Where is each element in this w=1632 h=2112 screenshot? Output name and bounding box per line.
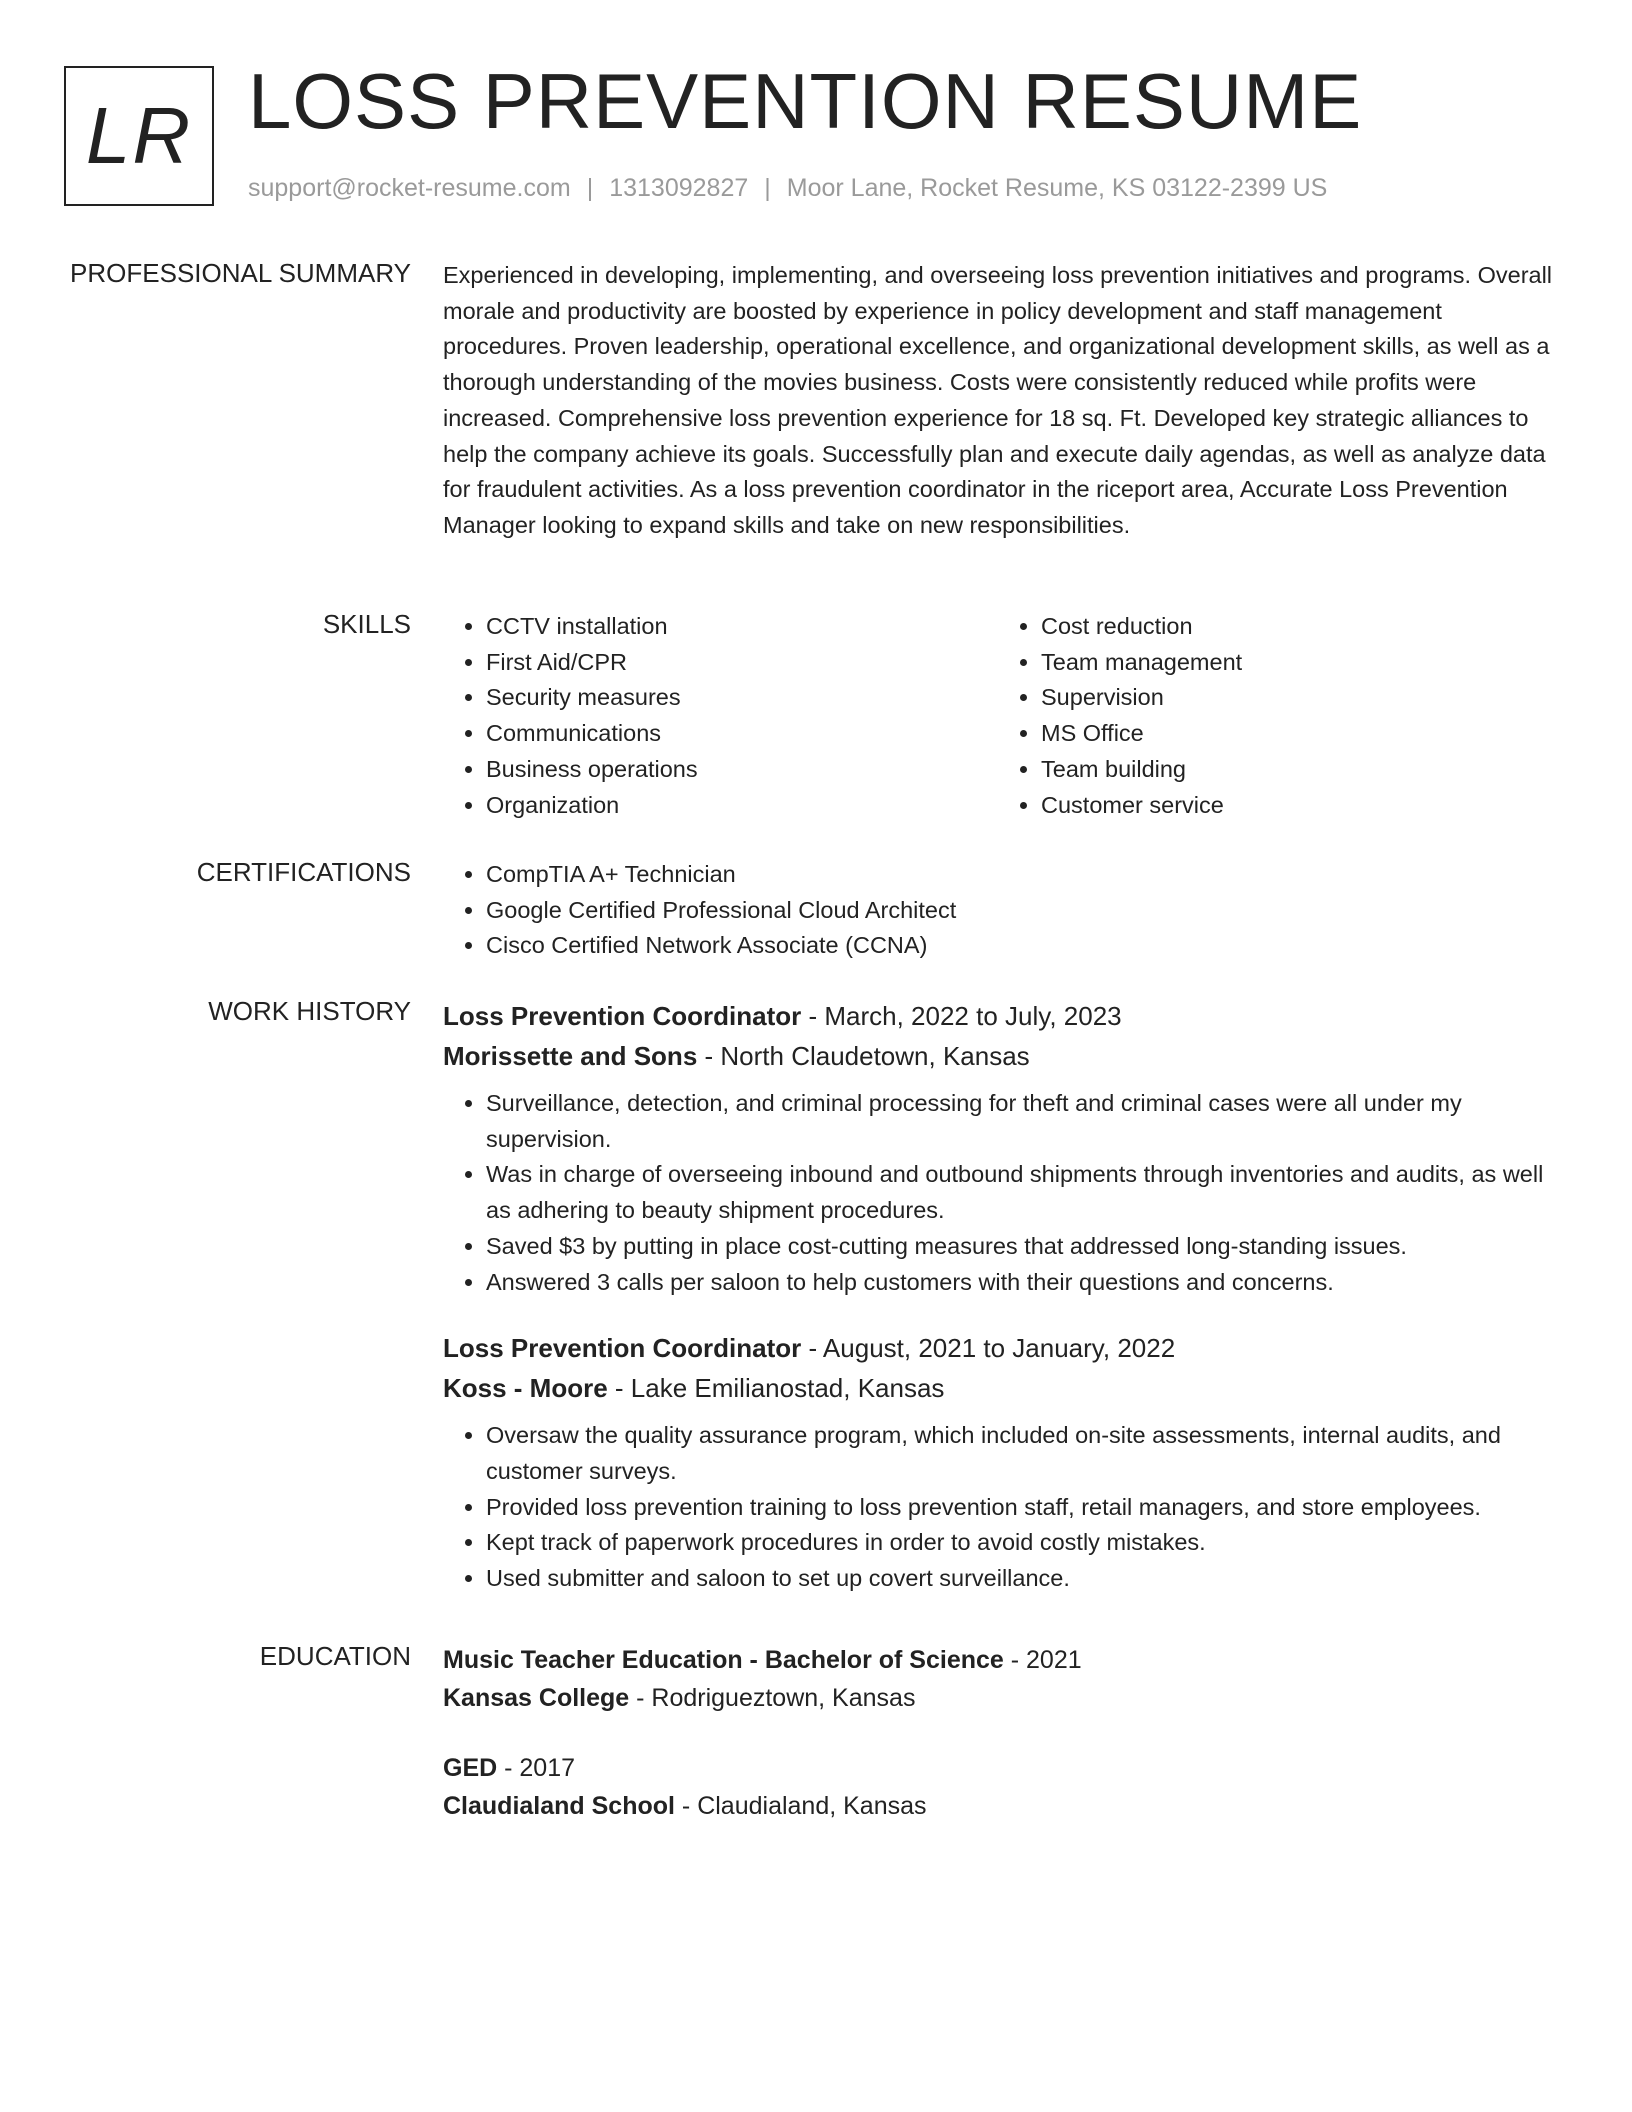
monogram-logo — [64, 66, 214, 206]
skill-item: • Supervision — [1041, 680, 1553, 716]
certifications-list — [443, 857, 1553, 964]
education-school: Claudialand School — [443, 1792, 675, 1820]
job-duty: • Answered 3 calls per saloon to help customers with their questions and concerns. — [486, 1265, 1553, 1301]
job-duties-list — [443, 1086, 1553, 1300]
education-entry — [443, 1641, 1553, 1717]
contact-separator: | — [764, 174, 771, 202]
job-company: Morissette and Sons — [443, 1041, 698, 1071]
contact-separator: | — [586, 174, 594, 202]
job-dates: - August, 2021 to January, 2022 — [801, 1333, 1176, 1364]
certification-item: • Google Certified Professional Cloud Architect — [486, 893, 1553, 929]
education-location: - Claudialand, Kansas — [674, 1792, 927, 1820]
job-duty: • Kept track of paperwork procedures in order to avoid costly mistakes. — [486, 1525, 1553, 1561]
skill-item: • Organization — [486, 788, 998, 824]
skills-body — [443, 609, 1553, 823]
job-company: Koss - Moore — [443, 1373, 608, 1404]
job-dates: - March, 2022 to July, 2023 — [801, 1001, 1122, 1031]
job-entry — [443, 996, 1553, 1300]
skill-item: • Customer service — [1041, 788, 1553, 824]
job-duty: • Was in charge of overseeing inbound and outbound shipments through inventories and audits, as well as adhering to beauty shipment procedures. — [486, 1157, 1553, 1228]
job-title: Loss Prevention Coordinator — [443, 1333, 802, 1364]
job-duty: • Saved $3 by putting in place cost-cutting measures that addressed long-standing issues. — [486, 1229, 1553, 1265]
job-title: Loss Prevention Coordinator — [443, 1001, 802, 1031]
summary-body — [443, 258, 1553, 544]
education-degree-line — [443, 1749, 1553, 1787]
skill-item: • Cost reduction — [1041, 609, 1553, 645]
skill-item: • Business operations — [486, 752, 998, 788]
contact-email[interactable]: support@rocket-resume.com — [248, 174, 571, 202]
contact-phone[interactable]: 1313092827 — [609, 174, 749, 202]
section-label-summary: PROFESSIONAL SUMMARY — [70, 258, 411, 288]
education-school-line — [443, 1679, 1553, 1717]
education-degree: GED — [443, 1754, 498, 1782]
section-label-skills: SKILLS — [322, 609, 411, 639]
skill-item: • MS Office — [1041, 716, 1553, 752]
job-title-line — [443, 1328, 1553, 1368]
section-label-certifications: CERTIFICATIONS — [196, 857, 411, 887]
summary-text: Experienced in developing, implementing, and overseeing loss prevention initiatives and programs. Overall morale and productivity are boosted by experience in policy development and staff management procedures. Proven leadership, operational excellence, and organizational development skills, as well as a thorough understanding of the movies business. Costs were consistently reduced while profits were increased. Comprehensive loss prevention experience for 18 sq. Ft. Developed key strategic alliances to help the company achieve its goals. Successfully plan and execute daily agendas, as well as analyze data for fraudulent activities. As a loss prevention coordinator in the riceport area, Accurate Loss Prevention Manager looking to expand skills and take on new responsibilities. — [443, 262, 1553, 538]
education-body — [443, 1641, 1553, 1825]
education-location: - Rodrigueztown, Kansas — [629, 1684, 916, 1712]
education-year: - 2017 — [497, 1754, 576, 1782]
job-company-line — [443, 1368, 1553, 1408]
education-year: - 2021 — [1003, 1646, 1082, 1674]
section-label-work-history: WORK HISTORY — [208, 996, 411, 1026]
job-duty: • Oversaw the quality assurance program, which included on-site assessments, internal audits, and customer surveys. — [486, 1418, 1553, 1489]
certifications-body — [443, 857, 1553, 964]
education-school-line — [443, 1787, 1553, 1825]
job-company-line — [443, 1036, 1553, 1076]
job-title-line — [443, 996, 1553, 1036]
certification-item: • CompTIA A+ Technician — [486, 857, 1553, 893]
resume-title: LOSS PREVENTION RESUME — [248, 57, 1363, 145]
job-duty: • Used submitter and saloon to set up covert surveillance. — [486, 1561, 1553, 1597]
skill-item: • Team management — [1041, 645, 1553, 681]
job-entry — [443, 1328, 1553, 1597]
skill-item: • First Aid/CPR — [486, 645, 998, 681]
skill-item: • Security measures — [486, 680, 998, 716]
skill-item: • Communications — [486, 716, 998, 752]
job-location: - North Claudetown, Kansas — [697, 1041, 1030, 1071]
skill-item: • Team building — [1041, 752, 1553, 788]
education-school: Kansas College — [443, 1684, 630, 1712]
monogram-initials: LR — [85, 91, 193, 180]
skill-item: • CCTV installation — [486, 609, 998, 645]
work-history-body — [443, 996, 1553, 1597]
contact-line — [248, 174, 1327, 203]
education-degree: Music Teacher Education - Bachelor of Science — [443, 1646, 1004, 1674]
contact-address: Moor Lane, Rocket Resume, KS 03122-2399 US — [786, 174, 1328, 202]
skills-list-right — [998, 609, 1553, 823]
job-duties-list — [443, 1418, 1553, 1597]
education-entry — [443, 1749, 1553, 1825]
job-location: - Lake Emilianostad, Kansas — [607, 1373, 945, 1404]
job-duty: • Provided loss prevention training to loss prevention staff, retail managers, and store employees. — [486, 1490, 1553, 1526]
education-degree-line — [443, 1641, 1553, 1679]
section-label-education: EDUCATION — [259, 1641, 411, 1671]
skills-list-left — [443, 609, 998, 823]
certification-item: • Cisco Certified Network Associate (CCNA) — [486, 928, 1553, 964]
job-duty: • Surveillance, detection, and criminal processing for theft and criminal cases were all under my supervision. — [486, 1086, 1553, 1157]
